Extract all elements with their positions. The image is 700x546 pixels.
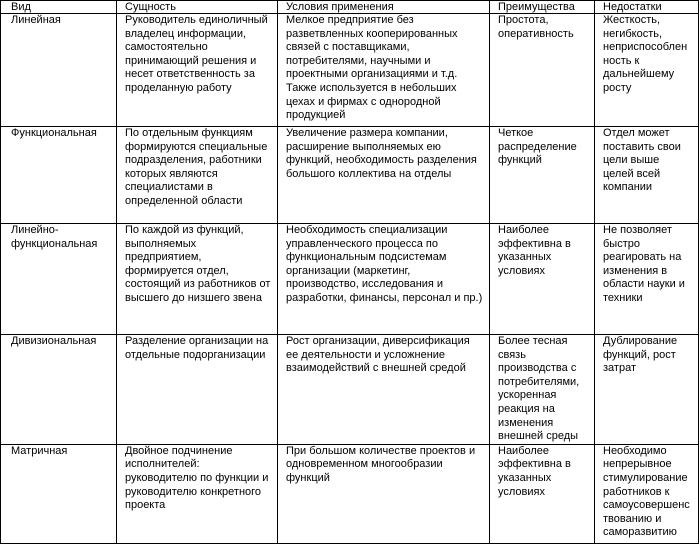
table-row: [1, 224, 699, 335]
cell-type: Линейно-функциональная: [1, 224, 117, 335]
cell-type: Функциональная: [1, 127, 117, 224]
cell-disadvantages: Необходимо непрерывное стимулирование работников к самоусовершенствованию и саморазвитию: [595, 444, 699, 543]
cell-essence: По отдельным функциям формируются специальные подразделения, работники которых являются специалистами в определенной области: [117, 127, 278, 224]
cell-advantages: Четкое распределение функций: [490, 127, 595, 224]
cell-essence: Разделение организации на отдельные подорганизации: [117, 335, 278, 445]
cell-type: Линейная: [1, 14, 117, 127]
header-disadvantages: Недостатки: [595, 1, 699, 14]
cell-disadvantages: Жесткость, негибкость, неприспособленность к дальнейшему росту: [595, 14, 699, 127]
cell-disadvantages: Не позволяет быстро реагировать на изменения в области науки и техники: [595, 224, 699, 335]
cell-essence: По каждой из функций, выполняемых предприятием, формируется отдел, состоящий из работников от высшего до низшего звена: [117, 224, 278, 335]
cell-type: Дивизиональная: [1, 335, 117, 445]
header-conditions: Условия применения: [278, 1, 490, 14]
table-row: [1, 14, 699, 127]
header-essence: Сущность: [117, 1, 278, 14]
table-row: [1, 127, 699, 224]
cell-conditions: Рост организации, диверсификация ее деятельности и усложнение взаимодействий с внешней средой: [278, 335, 490, 445]
cell-advantages: Наиболее эффективна в указанных условиях: [490, 444, 595, 543]
table-row: [1, 335, 699, 445]
cell-conditions: Необходимость специализации управленческого процесса по функциональным подсистемам организации (маркетинг, производство, исследования и разработки, финансы, персонал и пр.): [278, 224, 490, 335]
cell-advantages: Простота, оперативность: [490, 14, 595, 127]
cell-disadvantages: Отдел может поставить свои цели выше целей всей компании: [595, 127, 699, 224]
cell-conditions: Увеличение размера компании, расширение выполняемых ею функций, необходимость разделения большого коллектива на отделы: [278, 127, 490, 224]
header-advantages: Преимущества: [490, 1, 595, 14]
cell-essence: Двойное подчинение исполнителей: руководителю по функции и руководителю конкретного проекта: [117, 444, 278, 543]
cell-type: Матричная: [1, 444, 117, 543]
cell-advantages: Наиболее эффективна в указанных условиях: [490, 224, 595, 335]
cell-conditions: При большом количестве проектов и одновременном многообразии функций: [278, 444, 490, 543]
cell-conditions: Мелкое предприятие без разветвленных кооперированных связей с поставщиками, потребителями, научными и проектными организациями и т.д. Также используется в небольших цехах и фирмах с однородной продукцией: [278, 14, 490, 127]
cell-disadvantages: Дублирование функций, рост затрат: [595, 335, 699, 445]
header-row: [1, 1, 699, 14]
cell-essence: Руководитель единоличный владелец информации, самостоятельно принимающий решения и несет ответственность за проделанную работу: [117, 14, 278, 127]
table-row: [1, 444, 699, 543]
header-type: Вид: [1, 1, 117, 14]
cell-advantages: Более тесная связь производства с потребителями, ускоренная реакция на изменения внешней среды: [490, 335, 595, 445]
